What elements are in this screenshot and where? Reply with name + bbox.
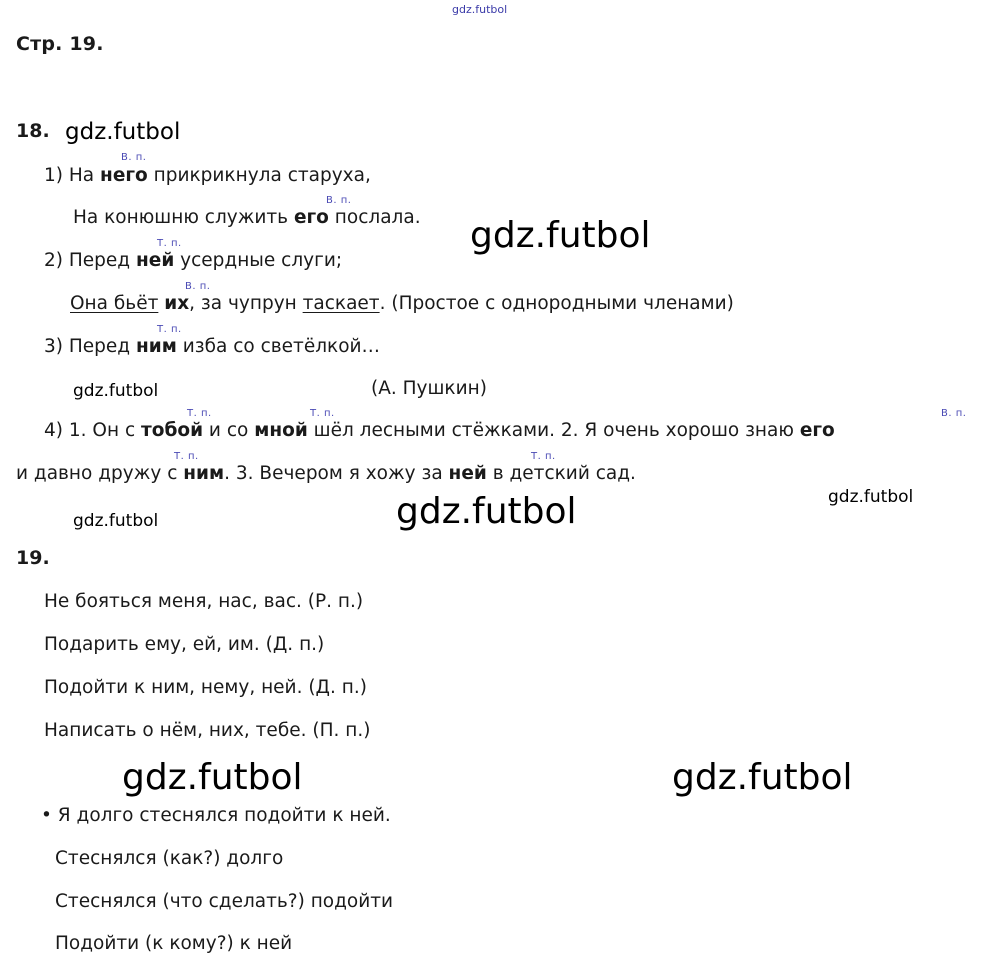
watermark-f: gdz.futbol <box>396 491 577 532</box>
ex19-analysis-2: Стеснялся (как?) долго <box>55 848 284 869</box>
item4-bold-ney: ней <box>448 463 487 484</box>
ex18-item4-line1 <box>44 419 835 443</box>
item4-p1-a: 1. Он с <box>68 420 142 441</box>
ex19-analysis-1: • Я долго стеснялся подойти к ней. <box>41 805 391 826</box>
mark-nim-1: Т. п. <box>157 324 182 335</box>
ex19-analysis-3: Стеснялся (что сделать?) подойти <box>55 891 394 912</box>
subject-ona: Она <box>70 293 108 314</box>
item2-line2-bold: их <box>164 293 190 314</box>
item4-p2-a: и давно дружу с <box>16 463 184 484</box>
watermark-d: gdz.futbol <box>828 487 914 507</box>
exercise-18-number: 18. <box>16 120 50 142</box>
item2-line1-suffix: усердные слуги; <box>174 250 343 271</box>
mark-ih: В. п. <box>185 281 211 292</box>
item1-line1-prefix: На <box>68 165 101 186</box>
watermark-h: gdz.futbol <box>672 757 853 798</box>
predicate-taskaet: таскает <box>302 293 380 314</box>
watermark-a: gdz.futbol <box>65 119 181 145</box>
poem-author: (А. Пушкин) <box>371 378 487 399</box>
ex19-line-2: Подарить ему, ей, им. (Д. п.) <box>44 634 325 655</box>
item2-line2-mid: , за чупрун <box>189 293 303 314</box>
item1-line1-bold: него <box>100 165 148 186</box>
item4-bold-nim: ним <box>183 463 225 484</box>
mark-ego-1: В. п. <box>326 195 352 206</box>
mark-toboy: Т. п. <box>187 408 212 419</box>
mark-ney-2: Т. п. <box>531 451 556 462</box>
watermark-b: gdz.futbol <box>470 215 651 256</box>
mark-nego: В. п. <box>121 152 147 163</box>
ex18-item2-line2 <box>70 292 734 316</box>
ex18-item2-line1 <box>44 249 342 273</box>
ex19-line-4: Написать о нём, них, тебе. (П. п.) <box>44 720 371 741</box>
mark-ney-1: Т. п. <box>157 238 182 249</box>
ex18-item3-line1 <box>44 335 380 359</box>
watermark-g: gdz.futbol <box>122 757 303 798</box>
ex19-line-3: Подойти к ним, нему, ней. (Д. п.) <box>44 677 367 698</box>
item4-p2-c: . 3. Вечером я хожу за <box>224 463 449 484</box>
watermark-e: gdz.futbol <box>73 511 159 531</box>
ex19-line-1: Не бояться меня, нас, вас. (Р. п.) <box>44 591 364 612</box>
mark-ego-2: В. п. <box>941 408 967 419</box>
predicate-byot: бьёт <box>108 293 159 314</box>
item3-line1-suffix: изба со светёлкой… <box>176 336 381 357</box>
item1-line2-bold: его <box>293 207 329 228</box>
item4-p1-c: и со <box>203 420 255 441</box>
item1-label: 1) <box>44 165 63 186</box>
mark-mnoy: Т. п. <box>310 408 335 419</box>
item2-line1-prefix: Перед <box>68 250 136 271</box>
item3-line1-prefix: Перед <box>68 336 136 357</box>
item4-bold-mnoy: мной <box>254 420 308 441</box>
item1-line2-prefix: На конюшню служить <box>73 207 294 228</box>
item3-label: 3) <box>44 336 63 357</box>
item3-line1-bold: ним <box>135 336 177 357</box>
item4-bold-ego: его <box>799 420 835 441</box>
ex18-item1-line1 <box>44 164 371 188</box>
item4-label: 4) <box>44 420 63 441</box>
item1-line2-suffix: послала. <box>328 207 421 228</box>
item2-label: 2) <box>44 250 63 271</box>
ex19-analysis-4: Подойти (к кому?) к ней <box>55 933 293 954</box>
item4-p1-d: шёл лесными стёжками. 2. Я очень хорошо знаю <box>307 420 800 441</box>
ex18-item4-line2 <box>16 462 636 486</box>
mark-nim-2: Т. п. <box>174 451 199 462</box>
page-title: Стр. 19. <box>16 33 104 55</box>
item2-line2-tail: . (Простое с однородными членами) <box>379 293 734 314</box>
watermark-top: gdz.futbol <box>452 3 508 16</box>
item4-p2-d: в детский сад. <box>486 463 636 484</box>
exercise-19-number: 19. <box>16 547 50 569</box>
ex18-item1-line2 <box>73 206 421 230</box>
item2-line1-bold: ней <box>135 250 175 271</box>
item4-bold-toboy: тобой <box>141 420 204 441</box>
watermark-c: gdz.futbol <box>73 381 159 401</box>
item1-line1-suffix: прикрикнула старуха, <box>147 165 371 186</box>
